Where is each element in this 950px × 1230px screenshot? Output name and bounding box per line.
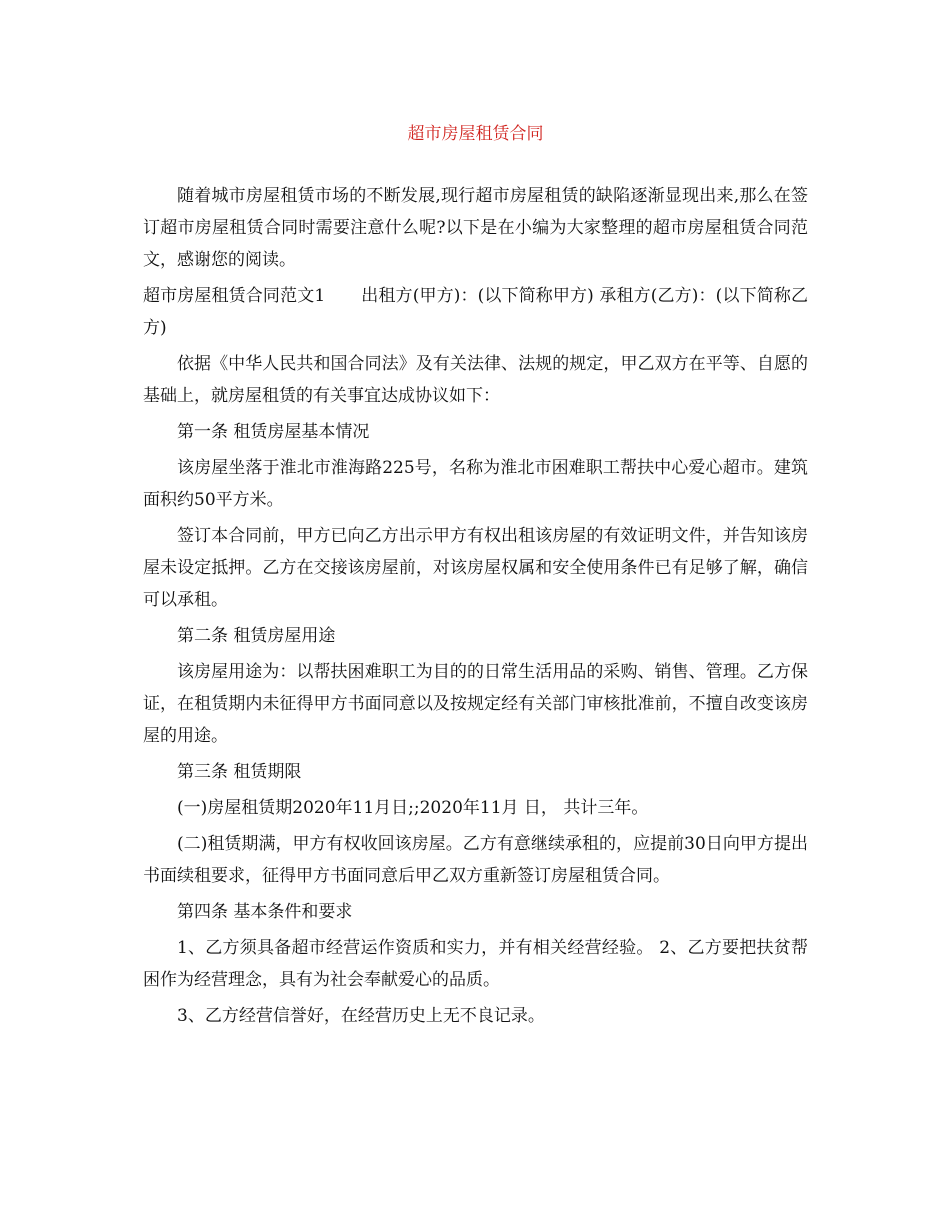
article4-paragraph-1: 1、乙方须具备超市经营运作资质和实力，并有相关经营经验。 2、乙方要把扶贫帮困作为经营理念，具有为社会奉献爱心的品质。 [143,938,808,990]
article2-title: 第二条 租赁房屋用途 [177,626,336,646]
document-body [143,118,808,1036]
article2-paragraph-1: 该房屋用途为：以帮扶困难职工为目的的日常生活用品的采购、销售、管理。乙方保证，在租赁期内未征得甲方书面同意以及按规定经有关部门审核批准前，不擅自改变该房屋的用途。 [143,662,808,746]
article3-title: 第三条 租赁期限 [177,762,302,782]
document-title: 超市房屋租赁合同 [407,124,544,144]
article3-paragraph-2: (二)租赁期满，甲方有权收回该房屋。乙方有意继续承租的，应提前30日向甲方提出书面续租要求，征得甲方书面同意后甲乙双方重新签订房屋租赁合同。 [143,834,808,886]
parties-text: 出租方(甲方)：(以下简称甲方) 承租方(乙方)：(以下简称乙方) [143,286,808,338]
sample-heading: 超市房屋租赁合同范文1 [143,286,326,306]
sample-heading-line [143,280,808,344]
article1-title: 第一条 租赁房屋基本情况 [177,422,370,442]
article4-paragraph-2: 3、乙方经营信誉好，在经营历史上无不良记录。 [177,1006,545,1026]
article1-paragraph-1: 该房屋坐落于淮北市淮海路225号，名称为淮北市困难职工帮扶中心爱心超市。建筑面积约50平方米。 [143,458,808,510]
article1-paragraph-2: 签订本合同前，甲方已向乙方出示甲方有权出租该房屋的有效证明文件，并告知该房屋未设定抵押。乙方在交接该房屋前，对该房屋权属和安全使用条件已有足够了解，确信可以承租。 [143,526,808,610]
article3-paragraph-1: (一)房屋租赁期2020年11月日;;2020年11月 日， 共计三年。 [177,798,649,818]
article4-title: 第四条 基本条件和要求 [177,902,353,922]
basis-paragraph: 依据《中华人民共和国合同法》及有关法律、法规的规定，甲乙双方在平等、自愿的基础上，就房屋租赁的有关事宜达成协议如下： [143,354,808,406]
intro-paragraph: 随着城市房屋租赁市场的不断发展,现行超市房屋租赁的缺陷逐渐显现出来,那么在签订超市房屋租赁合同时需要注意什么呢?以下是在小编为大家整理的超市房屋租赁合同范文，感谢您的阅读。 [143,186,808,270]
